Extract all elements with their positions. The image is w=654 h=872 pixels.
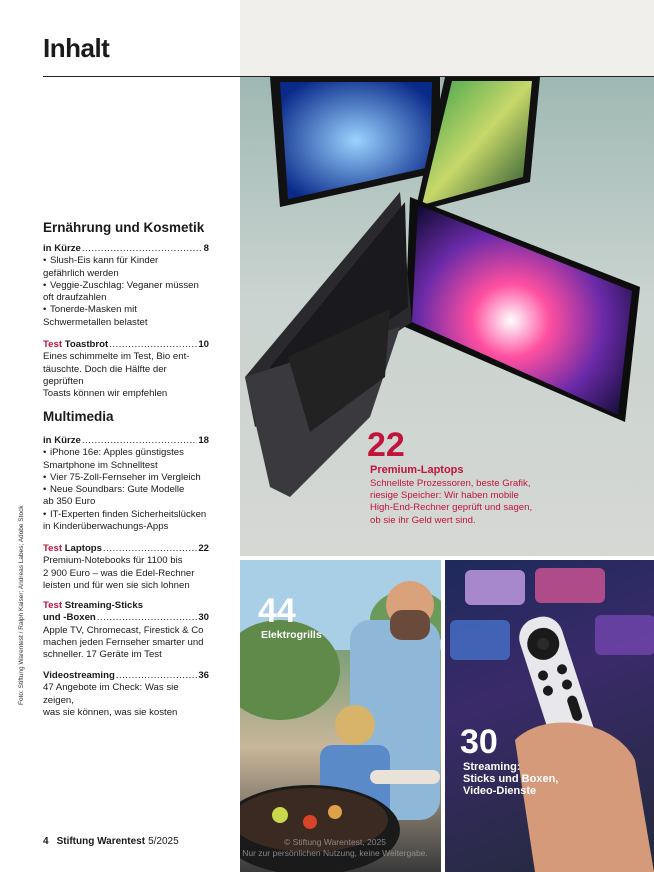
bullet-item: • Tonerde-Masken mit Schwermetallen belastet bbox=[43, 304, 209, 329]
toc-desc-line: Apple TV, Chromecast, Firestick & Co bbox=[43, 624, 204, 636]
toc-entry-head bbox=[43, 339, 209, 351]
toc-desc-line: Toasts können wir empfehlen bbox=[43, 388, 168, 400]
toc-page-number: 22 bbox=[198, 543, 209, 554]
photo-credit: Foto: Stiftung Warentest / Ralph Kaiser; Andreas Labes; Adobe Stock bbox=[18, 505, 25, 705]
test-prefix: Test bbox=[43, 600, 63, 611]
page-footer bbox=[43, 836, 179, 847]
bullet-item: • Vier 75-Zoll-Fernseher im Vergleich bbox=[43, 472, 209, 484]
toc-entry-label: Toastbrot bbox=[64, 339, 109, 350]
leader-dots bbox=[82, 243, 203, 255]
toc-entry-head bbox=[43, 612, 209, 624]
bullet-item: • Veggie-Zuschlag: Veganer müssen oft draufzahlen bbox=[43, 280, 209, 305]
toc-entry-videostreaming[interactable] bbox=[43, 670, 209, 719]
leader-dots bbox=[103, 543, 197, 555]
bullet-item: • IT-Experten finden Sicherheitslücken in Kinderüberwachungs-Apps bbox=[43, 509, 209, 534]
test-prefix: Test bbox=[43, 339, 63, 350]
header-band bbox=[240, 0, 654, 77]
toc-entry-laptops[interactable] bbox=[43, 543, 209, 592]
toc-desc-line: 47 Angebote im Check: Was sie zeigen, bbox=[43, 682, 179, 706]
feature-number-30: 30 bbox=[460, 723, 498, 761]
feature-title-laptops: Premium-Laptops bbox=[370, 464, 464, 476]
feature-number-22: 22 bbox=[367, 426, 405, 464]
toc-desc-line: was sie können, was sie kosten bbox=[43, 706, 178, 718]
toc-entry-label: in Kürze bbox=[43, 243, 81, 254]
toc-desc-line: 2 900 Euro – was die Edel-Rechner bbox=[43, 567, 195, 579]
toc-page-number: 10 bbox=[198, 339, 209, 350]
toc-entry-label: Videostreaming bbox=[43, 670, 115, 681]
toc-entry-toastbrot[interactable] bbox=[43, 339, 209, 400]
remote-illustration bbox=[445, 560, 654, 872]
feature-number-44: 44 bbox=[258, 592, 296, 630]
bullet-item: • Slush-Eis kann für Kinder gefährlich werden bbox=[43, 255, 209, 280]
toc-desc-line: schneller. 17 Geräte im Test bbox=[43, 649, 162, 661]
toc-desc-line: leisten und für wen sie sich lohnen bbox=[43, 579, 190, 591]
toc-entry-head bbox=[43, 435, 209, 447]
toc-page-number: 8 bbox=[203, 243, 209, 254]
toc-entry-ernaehrung-in-kuerze[interactable] bbox=[43, 243, 209, 329]
toc-page-number: 36 bbox=[198, 670, 209, 681]
toc-entry-streaming-sticks[interactable] bbox=[43, 600, 209, 661]
toc-entry-label: Streaming-Sticks bbox=[64, 600, 144, 611]
toc-desc-line: machen jeden Fernseher smarter und bbox=[43, 636, 204, 648]
toc-entry-label: in Kürze bbox=[43, 435, 81, 446]
bullet-item: • iPhone 16e: Apples günstigstes Smartphone im Schnelltest bbox=[43, 447, 209, 472]
copyright-watermark: © Stiftung Warentest, 2025 Nur zur persönlichen Nutzung, keine Weitergabe. bbox=[242, 837, 428, 858]
page-title: Inhalt bbox=[43, 33, 110, 63]
toc-entry-head bbox=[43, 243, 209, 255]
feature-title-grills: Elektrogrills bbox=[261, 629, 322, 641]
toc-desc-line: täuschte. Doch die Hälfte der geprüften bbox=[43, 363, 167, 387]
streaming-photo[interactable] bbox=[445, 560, 654, 872]
toc-desc-line: Eines schimmelte im Test, Bio ent- bbox=[43, 351, 190, 363]
footer-publication: Stiftung Warentest bbox=[56, 836, 146, 847]
toc-desc-line: Premium-Notebooks für 1100 bis bbox=[43, 555, 183, 567]
toc-entry-label: Laptops bbox=[64, 543, 102, 554]
footer-issue: 5/2025 bbox=[148, 836, 179, 847]
toc-page-number: 18 bbox=[198, 435, 209, 446]
footer-page-number: 4 bbox=[43, 836, 49, 847]
toc-entry-multimedia-in-kuerze[interactable] bbox=[43, 435, 209, 533]
toc-entry-head bbox=[43, 670, 209, 682]
feature-text-laptops: Schnellste Prozessoren, beste Grafik, riesige Speicher: Wir haben mobile High-End-Rechner geprüft und sagen, ob sie ihr Geld wert sind. bbox=[370, 478, 533, 526]
toc-entry-label-2: und -Boxen bbox=[43, 612, 96, 624]
toc-entry-head bbox=[43, 543, 209, 555]
section-heading-multimedia: Multimedia bbox=[43, 409, 114, 424]
feature-title-streaming: Streaming: Sticks und Boxen, Video-Dienste bbox=[463, 761, 559, 797]
leader-dots bbox=[109, 339, 197, 351]
test-prefix: Test bbox=[43, 543, 63, 554]
bullet-item: • Neue Soundbars: Gute Modelle ab 350 Euro bbox=[43, 484, 209, 509]
section-heading-ernaehrung: Ernährung und Kosmetik bbox=[43, 220, 205, 235]
leader-dots bbox=[97, 612, 198, 624]
toc-page-number: 30 bbox=[198, 612, 209, 624]
leader-dots bbox=[116, 670, 198, 682]
leader-dots bbox=[82, 435, 197, 447]
